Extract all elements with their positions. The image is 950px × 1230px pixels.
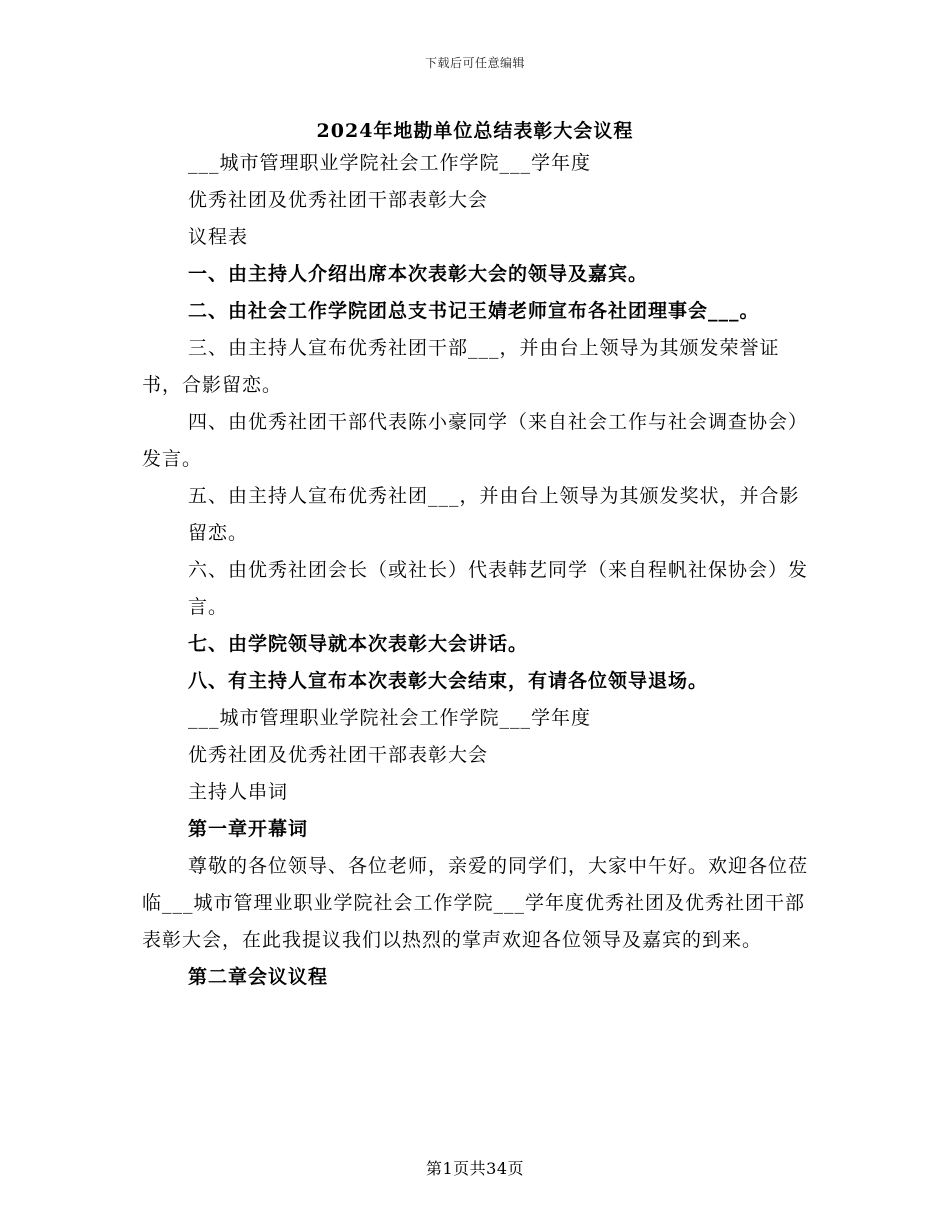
paragraph-school-year-2: ___城市管理职业学院社会工作学院___学年度 (188, 707, 592, 729)
agenda-item-5-continued: 留恋。 (188, 522, 249, 544)
agenda-item-8: 八、有主持人宣布本次表彰大会结束，有请各位领导退场。 (188, 670, 709, 692)
paragraph-opening-speech: 尊敬的各位领导、各位老师，亲爱的同学们，大家中午好。欢迎各位莅临___城市管理业职业学院社会工作学院___学年度优秀社团及优秀社团干部表彰大会，在此我提议我们以热烈的掌声欢迎各位领导及嘉宾的到来。 (142, 855, 809, 951)
agenda-item-3: 三、由主持人宣布优秀社团干部___，并由台上领导为其颁发荣誉证书，合影留恋。 (142, 337, 780, 396)
paragraph-host-script-heading: 主持人串词 (188, 781, 289, 803)
agenda-item-6-continued: 言。 (188, 596, 229, 618)
agenda-item-6: 六、由优秀社团会长（或社长）代表韩艺同学（来自程帆社保协会）发 (188, 559, 809, 581)
page-header-note: 下载后可任意编辑 (424, 56, 525, 70)
agenda-item-2: 二、由社会工作学院团总支书记王婧老师宣布各社团理事会___。 (188, 300, 760, 322)
agenda-item-7: 七、由学院领导就本次表彰大会讲话。 (188, 633, 529, 655)
agenda-item-4: 四、由优秀社团干部代表陈小豪同学（来自社会工作与社会调查协会）发言。 (142, 411, 809, 470)
paragraph-school-year: ___城市管理职业学院社会工作学院___学年度 (188, 152, 592, 174)
paragraph-meeting-name: 优秀社团及优秀社团干部表彰大会 (188, 189, 489, 211)
chapter-2-heading: 第二章会议议程 (188, 966, 329, 988)
agenda-item-5: 五、由主持人宣布优秀社团___，并由台上领导为其颁发奖状，并合影 (188, 485, 800, 507)
page-number: 第1页共34页 (425, 1159, 525, 1178)
paragraph-agenda-heading: 议程表 (188, 226, 249, 248)
paragraph-meeting-name-2: 优秀社团及优秀社团干部表彰大会 (188, 744, 489, 766)
document-title: 2024年地勘单位总结表彰大会议程 (316, 120, 634, 142)
chapter-1-heading: 第一章开幕词 (188, 818, 309, 840)
document-body (142, 145, 808, 996)
agenda-item-1: 一、由主持人介绍出席本次表彰大会的领导及嘉宾。 (188, 263, 649, 285)
